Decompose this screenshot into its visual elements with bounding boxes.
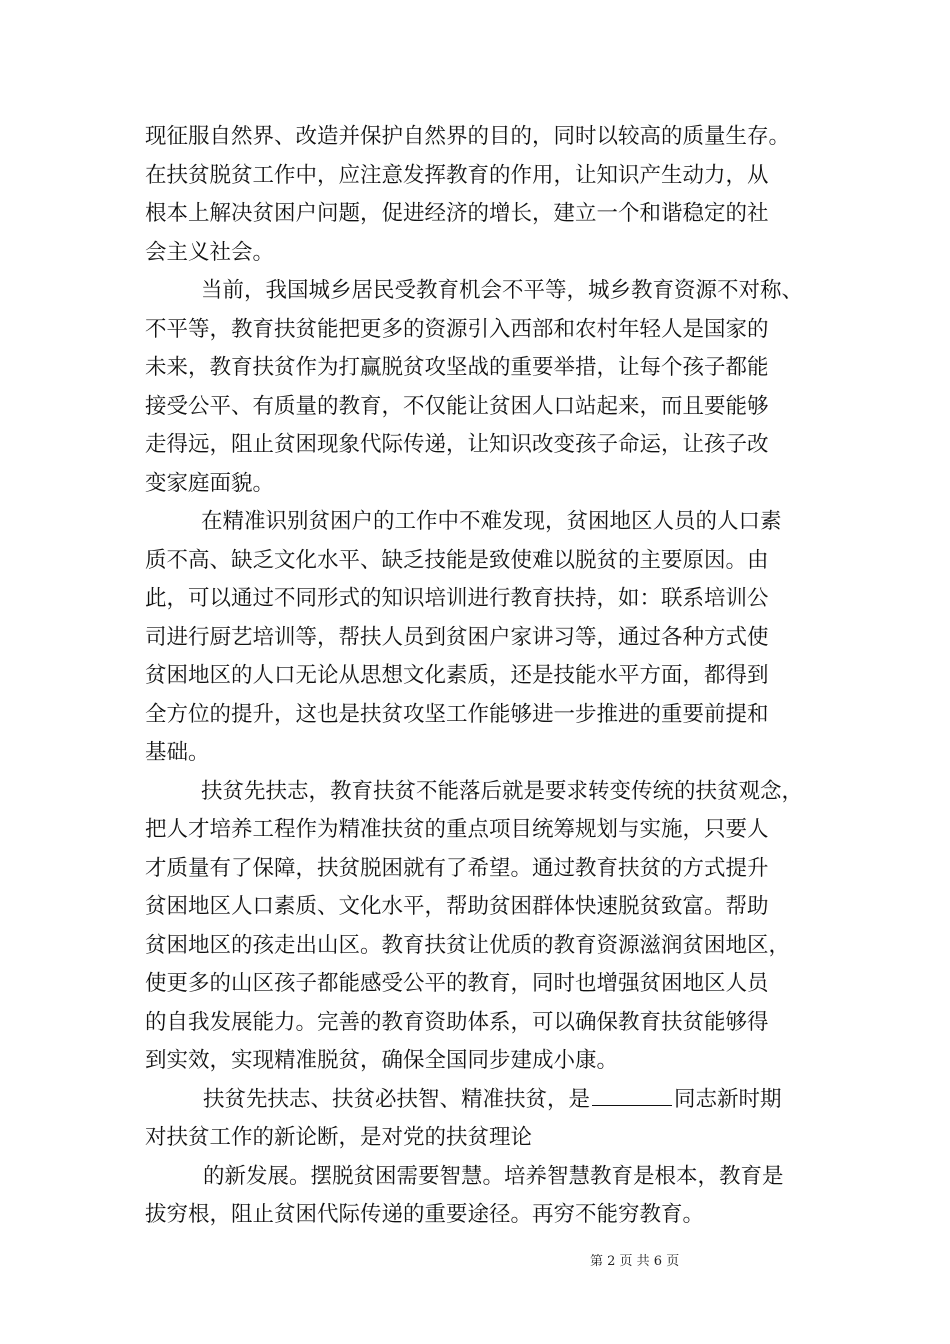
- p6-line-2: 拔穷根，阻止贫困代际传递的重要途径。再穷不能穷教育。: [145, 1202, 705, 1227]
- p6-line-1: 的新发展。摆脱贫困需要智慧。培养智慧教育是根本，教育是: [203, 1163, 784, 1189]
- p2-line-4: 接受公平、有质量的教育，不仅能让贫困人口站起来，而且要能够: [145, 393, 769, 419]
- p5-line-2: 对扶贫工作的新论断，是对党的扶贫理论: [145, 1125, 533, 1150]
- page-number-footer: 第 2 页 共 6 页: [590, 1254, 680, 1269]
- p5-line-1-after: 同志新时期: [674, 1086, 782, 1112]
- p3-line-7: 基础。: [145, 740, 210, 765]
- p3-line-6: 全方位的提升，这也是扶贫攻坚工作能够进一步推进的重要前提和: [145, 701, 769, 727]
- p3-line-3: 此，可以通过不同形式的知识培训进行教育扶持，如：联系培训公: [145, 586, 769, 611]
- document-body: [145, 118, 815, 1235]
- p2-line-3: 未来，教育扶贫作为打赢脱贫攻坚战的重要举措，让每个孩子都能: [145, 355, 769, 380]
- p4-line-2: 把人才培养工程作为精准扶贫的重点项目统筹规划与实施，只要人: [145, 817, 769, 842]
- fill-in-blank: [592, 1083, 672, 1106]
- p4-line-5: 贫困地区的孩走出山区。教育扶贫让优质的教育资源滋润贫困地区，: [145, 932, 791, 958]
- p4-line-7: 的自我发展能力。完善的教育资助体系，可以确保教育扶贫能够得: [145, 1009, 769, 1035]
- p2-line-2: 不平等，教育扶贫能把更多的资源引入西部和农村年轻人是国家的: [145, 316, 769, 342]
- p3-line-2: 质不高、缺乏文化水平、缺乏技能是致使难以脱贫的主要原因。由: [145, 547, 769, 573]
- p4-line-1: 扶贫先扶志，教育扶贫不能落后就是要求转变传统的扶贫观念，: [201, 778, 804, 804]
- p4-line-8: 到实效，实现精准脱贫，确保全国同步建成小康。: [145, 1048, 619, 1073]
- p4-line-3: 才质量有了保障，扶贫脱困就有了希望。通过教育扶贫的方式提升: [145, 855, 769, 881]
- p5-line-1-before: 扶贫先扶志、扶贫必扶智、精准扶贫，是: [203, 1086, 591, 1112]
- p1-line-4: 会主义社会。: [145, 239, 275, 265]
- p3-line-5: 贫困地区的人口无论从思想文化素质，还是技能水平方面，都得到: [145, 663, 769, 688]
- p3-line-1: 在精准识别贫困户的工作中不难发现，贫困地区人员的人口素: [201, 509, 782, 534]
- p2-line-1: 当前，我国城乡居民受教育机会不平等，城乡教育资源不对称、: [201, 278, 804, 303]
- p1-line-1: 现征服自然界、改造并保护自然界的目的，同时以较高的质量生存。: [145, 124, 791, 149]
- p3-line-4: 司进行厨艺培训等，帮扶人员到贫困户家讲习等，通过各种方式使: [145, 624, 769, 650]
- p2-line-6: 变家庭面貌。: [145, 470, 275, 496]
- p1-line-3: 根本上解决贫困户问题，促进经济的增长，建立一个和谐稳定的社: [145, 201, 769, 226]
- p5-line-1: [145, 1081, 815, 1120]
- p4-line-4: 贫困地区人口素质、文化水平，帮助贫困群体快速脱贫致富。帮助: [145, 894, 769, 919]
- p1-line-2: 在扶贫脱贫工作中，应注意发挥教育的作用，让知识产生动力，从: [145, 162, 769, 188]
- p2-line-5: 走得远，阻止贫困现象代际传递，让知识改变孩子命运，让孩子改: [145, 432, 769, 457]
- p4-line-6: 使更多的山区孩子都能感受公平的教育，同时也增强贫困地区人员: [145, 971, 769, 996]
